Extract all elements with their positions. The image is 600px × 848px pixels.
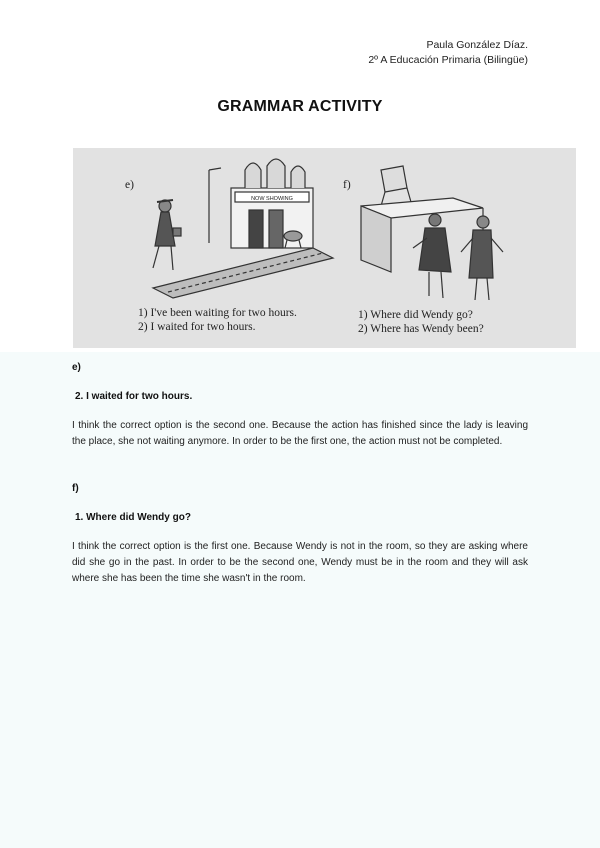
panel-e-option-2: 2) I waited for two hours. <box>138 321 256 333</box>
author-block <box>368 38 528 68</box>
answer-e-explanation: I think the correct option is the second one. Because the action has finished since the lady is leaving the place, she not waiting anymore. In order to be the first one, the action must not be completed. <box>72 420 528 447</box>
author-name: Paula González Díaz. <box>426 39 528 51</box>
panel-f-drawing <box>343 166 503 300</box>
author-course: 2º A Educación Primaria (Bilingüe) <box>368 54 528 66</box>
answer-f-choice: 1. Where did Wendy go? <box>75 512 191 523</box>
cinema-sign: NOW SHOWING <box>251 196 293 202</box>
answer-e-label: e) <box>72 362 81 373</box>
panel-f-option-1: 1) Where did Wendy go? <box>358 309 473 321</box>
panel-e-label: e) <box>125 179 134 191</box>
answer-f-explanation: I think the correct option is the first one. Because Wendy is not in the room, so they are asking where did she go in the past. In order to be the second one, Wendy must be in the room and they will ask where she has been the time she wasn't in the room. <box>72 541 528 584</box>
panel-e-option-1: 1) I've been waiting for two hours. <box>138 307 297 319</box>
panel-e-drawing <box>125 159 333 298</box>
answer-e-choice: 2. I waited for two hours. <box>75 391 193 402</box>
answer-f-label: f) <box>72 483 79 494</box>
exercise-illustration <box>73 148 576 348</box>
page-title: GRAMMAR ACTIVITY <box>217 98 383 115</box>
panel-f-label: f) <box>343 179 351 191</box>
panel-f-option-2: 2) Where has Wendy been? <box>358 323 484 335</box>
